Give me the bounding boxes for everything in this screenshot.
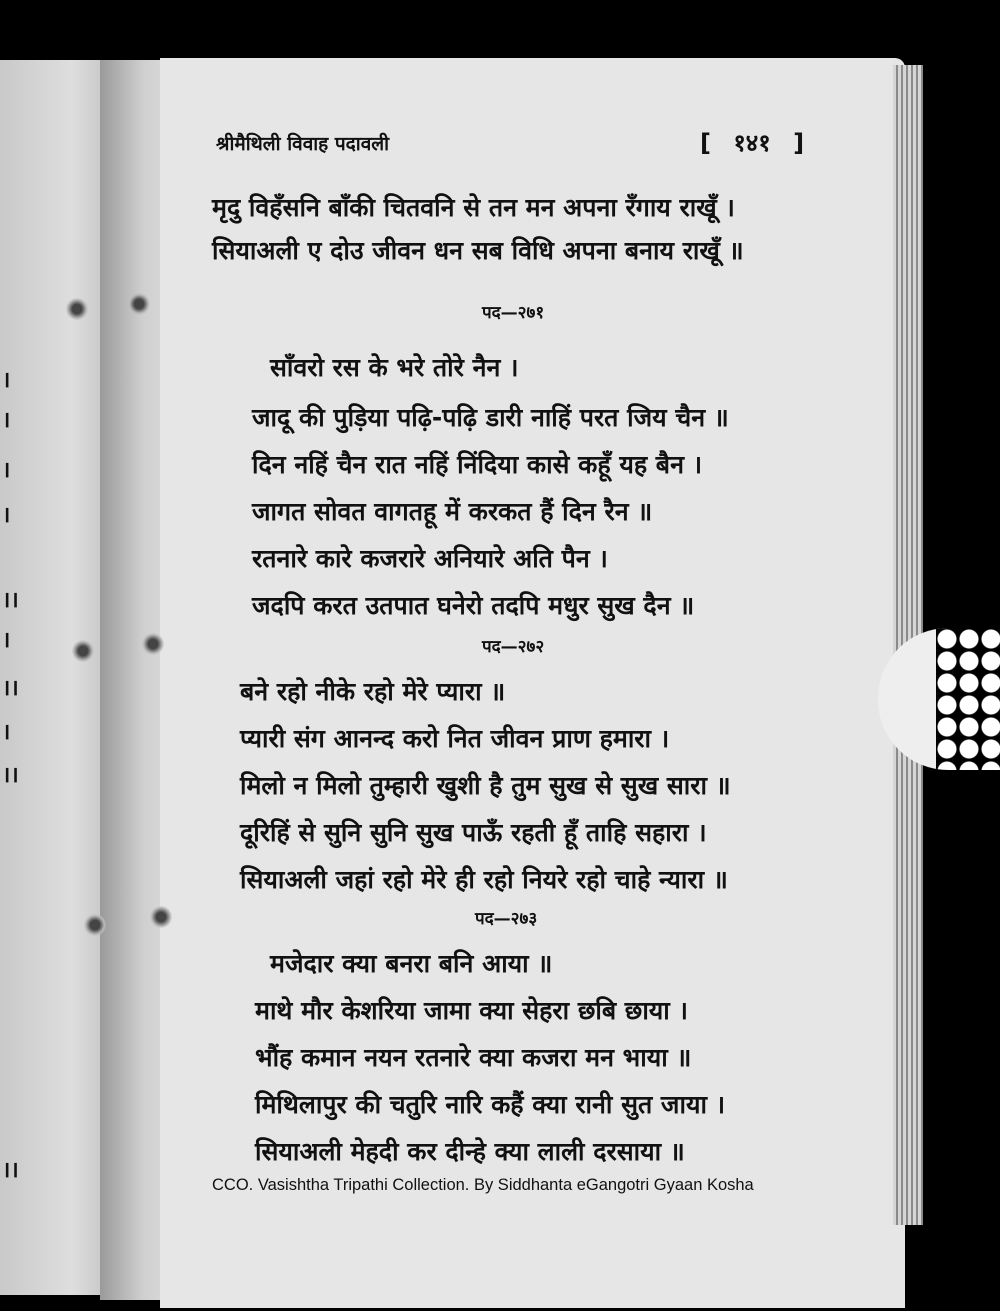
verse-line: भौंह कमान नयन रतनारे क्या कजरा मन भाया ॥ — [255, 1043, 692, 1072]
left-mark: । — [2, 368, 11, 393]
verse-line: मिलो न मिलो तुम्हारी खुशी है तुम सुख से सुख सारा ॥ — [240, 771, 731, 800]
left-mark: । — [2, 503, 11, 528]
page-number: [ १४१ ] — [700, 129, 805, 157]
pad-heading: पद—२७२ — [482, 637, 545, 657]
verse-line: रतनारे कारे कजरारे अनियारे अति पैन । — [252, 544, 608, 573]
verse-line: जदपि करत उतपात घनेरो तदपि मधुर सुख दैन ॥ — [252, 591, 695, 620]
verse-line: सियाअली जहां रहो मेरे ही रहो नियरे रहो चाहे न्यारा ॥ — [240, 865, 728, 894]
verse-line: बने रहो नीके रहो मेरे प्यारा ॥ — [240, 677, 506, 706]
left-mark: ।। — [2, 588, 19, 613]
left-mark: । — [2, 458, 11, 483]
verse-line: प्यारी संग आनन्द करो नित जीवन प्राण हमारा । — [240, 724, 670, 753]
left-mark: । — [2, 408, 11, 433]
verse-line: दूरिहिं से सुनि सुनि सुख पाऊँ रहती हूँ ताहि सहारा । — [240, 818, 707, 847]
left-mark: ।। — [2, 676, 19, 701]
verse-line: मजेदार क्या बनरा बनि आया ॥ — [270, 949, 553, 978]
pad-heading: पद—२७३ — [475, 909, 538, 929]
left-mark: । — [2, 720, 11, 745]
verse-line: सियाअली मेहदी कर दीन्हे क्या लाली दरसाया ॥ — [255, 1137, 685, 1166]
pad-heading: पद—२७१ — [482, 303, 545, 323]
verse-line: मिथिलापुर की चतुरि नारि कहैं क्या रानी सुत जाया । — [255, 1090, 726, 1119]
verse-line: मृदु विहँसनि बाँकी चितवनि से तन मन अपना रँगाय राखूँ । — [212, 193, 735, 222]
verse-line: माथे मौर केशरिया जामा क्या सेहरा छबि छाया । — [255, 996, 688, 1025]
verse-line: दिन नहिं चैन रात नहिं निंदिया कासे कहूँ यह बैन । — [252, 450, 703, 479]
collection-credit: CCO. Vasishtha Tripathi Collection. By Siddhanta eGangotri Gyaan Kosha — [212, 1176, 754, 1194]
verse-line: साँवरो रस के भरे तोरे नैन । — [270, 353, 519, 382]
verse-line: जागत सोवत वागतहू में करकत हैं दिन रैन ॥ — [252, 497, 653, 526]
left-mark: । — [2, 628, 11, 653]
verse-line: सियाअली ए दोउ जीवन धन सब विधि अपना बनाय राखूँ ॥ — [212, 236, 744, 265]
running-title: श्रीमैथिली विवाह पदावली — [216, 133, 390, 155]
verse-line: जादू की पुड़िया पढ़ि-पढ़ि डारी नाहिं परत जिय चैन ॥ — [252, 403, 729, 432]
left-mark: ।। — [2, 1158, 19, 1183]
left-mark: ।। — [2, 763, 19, 788]
